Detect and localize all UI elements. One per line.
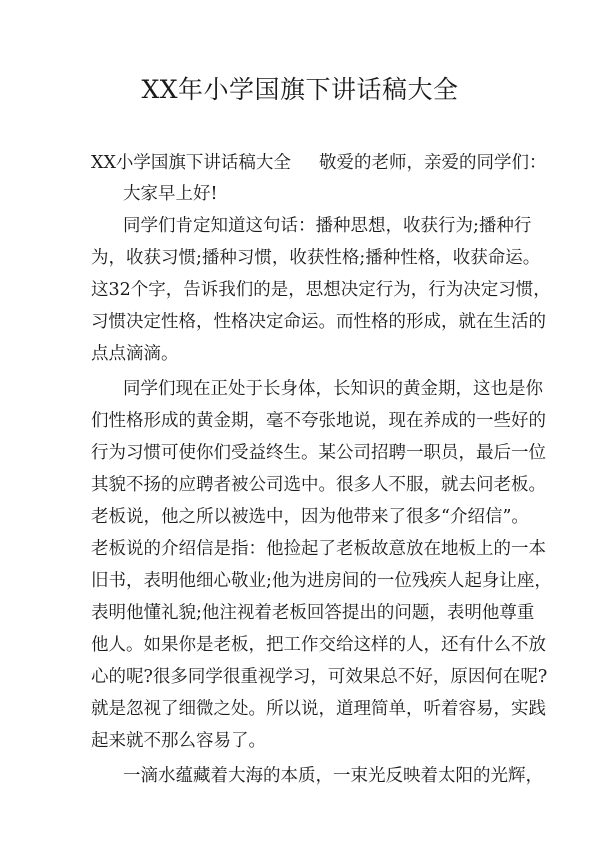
salutation: 敬爱的老师，亲爱的同学们： xyxy=(319,153,547,173)
greeting: 大家早上好! xyxy=(123,184,218,204)
paragraph-line: 就是忽视了细微之处。所以说，道理简单，听着容易，实践 xyxy=(91,699,546,719)
paragraph-line: 同学们肯定知道这句话：播种思想，收获行为;播种行 xyxy=(123,216,532,236)
paragraph-line: 同学们现在正处于长身体，长知识的黄金期，这也是你 xyxy=(123,379,543,399)
paragraph-line: 起来就不那么容易了。 xyxy=(91,731,266,751)
paragraph-line: 这32个字，告诉我们的是，思想决定行为，行为决定习惯， xyxy=(91,280,551,300)
paragraph-line: 表明他懂礼貌;他注视着老板回答提出的问题，表明他尊重 xyxy=(91,603,535,623)
paragraph-line: 旧书，表明他细心敬业;他为进房间的一位残疾人起身让座， xyxy=(91,571,552,591)
paragraph-line: 点点滴滴。 xyxy=(91,344,179,364)
paragraph-line: 行为习惯可使你们受益终生。某公司招聘一职员，最后一位 xyxy=(91,443,546,463)
paragraph-line: 一滴水蕴藏着大海的本质，一束光反映着太阳的光辉， xyxy=(123,766,543,786)
paragraph-line: 他人。如果你是老板，把工作交给这样的人，还有什么不放 xyxy=(91,635,546,655)
page-title: XX年小学国旗下讲话稿大全 xyxy=(141,75,459,104)
paragraph-line: 心的呢?很多同学很重视学习，可效果总不好，原因何在呢? xyxy=(91,667,548,687)
paragraph-line: 为，收获习惯;播种习惯，收获性格;播种性格，收获命运。 xyxy=(91,248,541,268)
paragraph-line: 老板说的介绍信是指：他捡起了老板故意放在地板上的一本 xyxy=(91,539,546,559)
paragraph-line: 老板说，他之所以被选中，因为他带来了很多“介绍信”。 xyxy=(91,507,529,527)
paragraph-line: 们性格形成的黄金期，毫不夸张地说，现在养成的一些好的 xyxy=(91,411,546,431)
paragraph-line: 其貌不扬的应聘者被公司选中。很多人不服，就去问老板。 xyxy=(91,475,546,495)
heading-line: XX小学国旗下讲话稿大全 xyxy=(91,153,291,173)
paragraph-line: 习惯决定性格，性格决定命运。而性格的形成，就在生活的 xyxy=(91,312,546,332)
